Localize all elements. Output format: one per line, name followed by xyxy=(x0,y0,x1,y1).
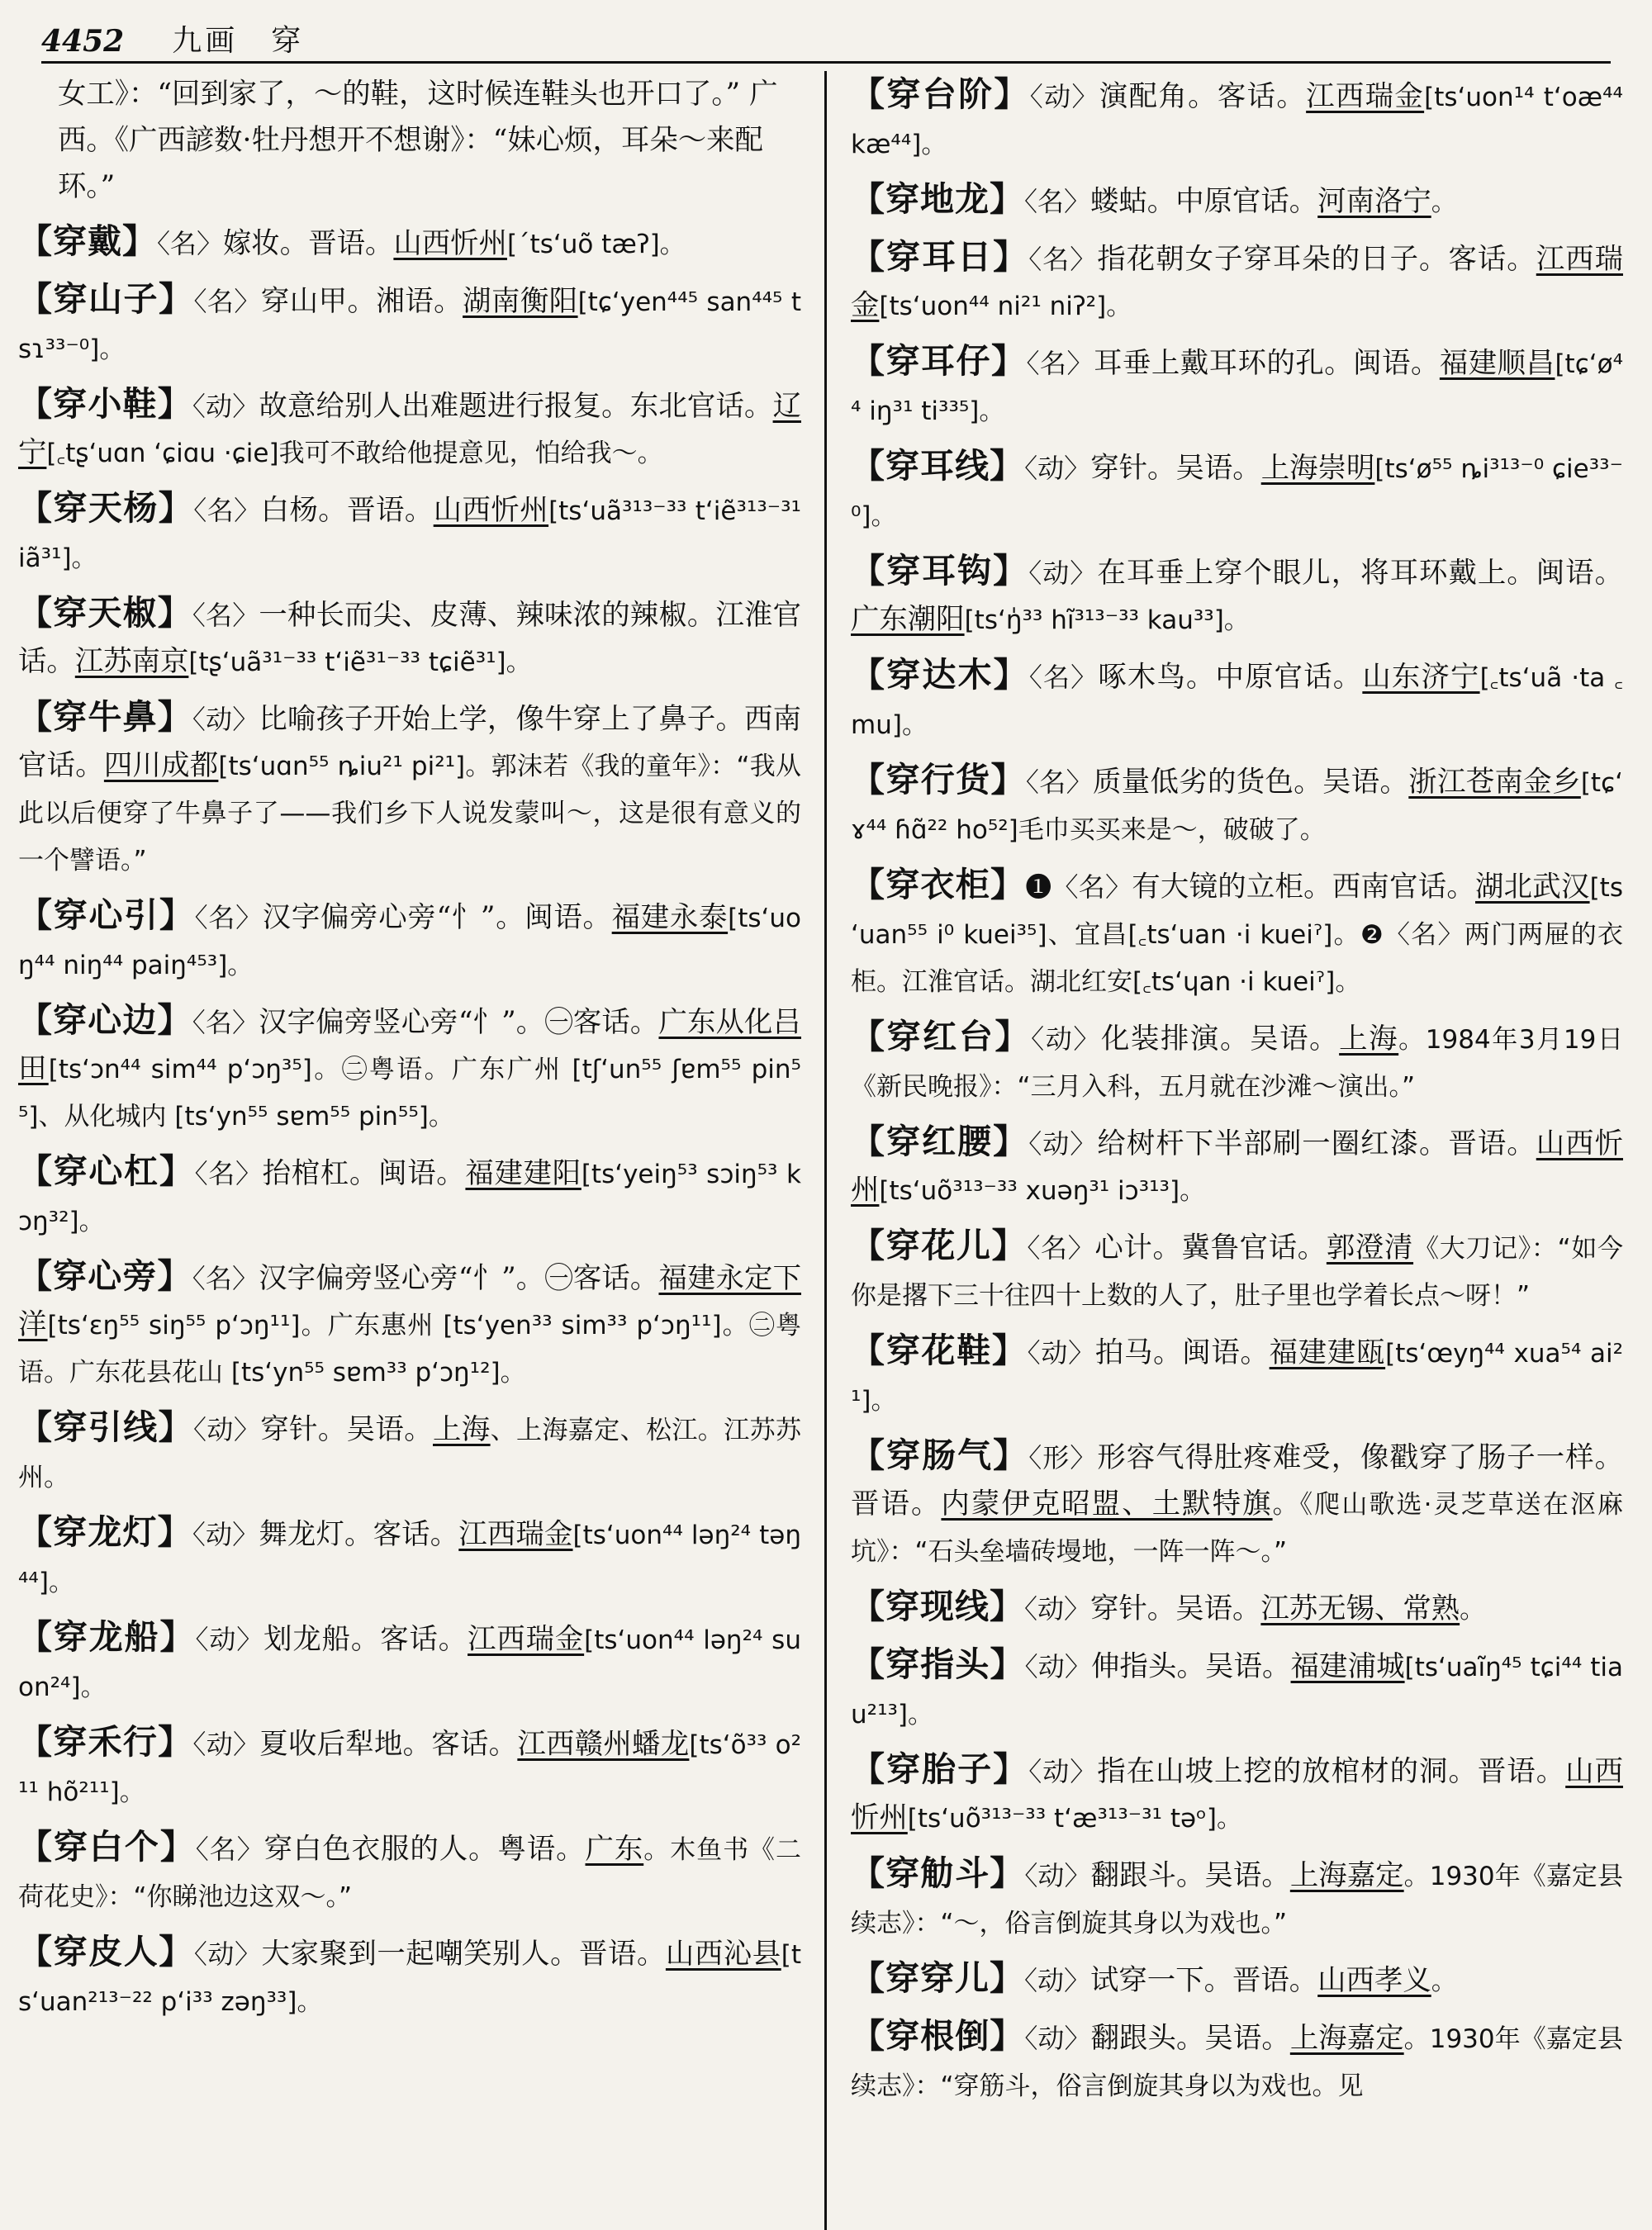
entry-headword: 【穿红台】 xyxy=(851,1017,1032,1056)
entry-location: 浙江苍南金乡 xyxy=(1408,766,1581,799)
dictionary-entry xyxy=(18,694,801,884)
entry-headword: 【穿台阶】 xyxy=(851,74,1030,114)
dictionary-entry xyxy=(18,1824,801,1920)
part-of-speech: 〈动〉 xyxy=(192,704,259,735)
entry-headword: 【穿衣柜】 xyxy=(851,865,1026,904)
entry-headword: 【穿行货】 xyxy=(851,760,1026,799)
entry-headword: 【穿指头】 xyxy=(851,1644,1025,1684)
entry-definition: 试穿一下。晋语。 xyxy=(1090,1964,1318,1997)
entry-pronunciation: [ˊtsʻuõ tæʔ]。 xyxy=(506,230,686,259)
entry-location: 内蒙伊克昭盟、土默特旗 xyxy=(941,1487,1273,1521)
entry-pronunciation: [tsʻuõ³¹³⁻³³ xuəŋ³¹ iɔ³¹³]。 xyxy=(879,1176,1206,1206)
entry-headword: 【穿皮人】 xyxy=(18,1932,194,1971)
entry-pronunciation: 。 xyxy=(1460,1595,1486,1625)
entry-location: 山西忻州 xyxy=(851,1127,1623,1207)
right-entry-list xyxy=(851,71,1623,2109)
dictionary-entry xyxy=(851,1955,1623,2005)
part-of-speech: 〈名〉 xyxy=(195,1834,264,1865)
part-of-speech: 〈名〉 xyxy=(1026,348,1094,379)
part-of-speech: 〈动〉 xyxy=(192,391,259,422)
entry-pronunciation: 《大刀记》：“如今你是撂下三十往四十上数的人了，肚子里也学着长点～呀！” xyxy=(851,1234,1623,1311)
part-of-speech: 〈动〉 xyxy=(192,1729,260,1760)
entry-pronunciation: [tsʻuõ³¹³⁻³³ tʻæ³¹³⁻³¹ təᵒ]。 xyxy=(907,1804,1242,1834)
dictionary-entry xyxy=(18,381,801,477)
entry-location: 四川成都 xyxy=(103,749,219,782)
entry-headword: 【穿耳线】 xyxy=(851,446,1025,486)
entry-headword: 【穿山子】 xyxy=(18,279,194,319)
entry-location: 上海嘉定 xyxy=(1289,2022,1404,2055)
dictionary-entry xyxy=(851,757,1623,853)
entry-definition: 穿针。吴语。 xyxy=(1090,452,1261,485)
entry-location: 江西赣州蟠龙 xyxy=(517,1728,690,1761)
dictionary-entry xyxy=(851,1327,1623,1424)
entry-definition: 故意给别人出难题进行报复。东北官话。 xyxy=(259,390,773,423)
entry-definition: 拍马。闽语。 xyxy=(1094,1336,1270,1369)
entry-pronunciation: [tɕʻyen⁴⁴⁵ san⁴⁴⁵ tsɿ³³⁻⁰]。 xyxy=(18,287,801,364)
part-of-speech: 〈名〉 xyxy=(1027,1232,1095,1264)
entry-location: 福建浦城 xyxy=(1290,1650,1405,1683)
part-of-speech: 〈名〉 xyxy=(192,1007,259,1038)
entry-definition: 伸指头。吴语。 xyxy=(1090,1650,1291,1683)
dictionary-entry xyxy=(18,892,801,989)
entry-location: 湖南衡阳 xyxy=(463,285,578,318)
entry-location: 福建永泰 xyxy=(611,901,729,934)
entry-headword: 【穿龙灯】 xyxy=(18,1512,192,1552)
entry-definition: 穿针。吴语。 xyxy=(260,1413,433,1446)
entry-pronunciation: [tɕʻø⁴⁴ iŋ³¹ ti³³⁵]。 xyxy=(851,349,1623,426)
part-of-speech: 〈名〉 xyxy=(1028,662,1099,693)
dictionary-entry xyxy=(851,338,1623,434)
entry-pronunciation: [tsʻɔn⁴⁴ sim⁴⁴ pʻɔŋ³⁵]。㊁粤语。广东广州 [tʃʻun⁵⁵ ʃɐm⁵⁵ pin⁵⁵]、从化城内 [tsʻyn⁵⁵ sɐm⁵⁵ pin⁵⁵]。 xyxy=(18,1055,801,1132)
entry-location: 山西忻州 xyxy=(433,494,549,527)
part-of-speech: 〈动〉 xyxy=(193,1414,261,1445)
entry-definition: 划龙船。客话。 xyxy=(263,1623,468,1656)
entry-pronunciation: [tsʻuan²¹³⁻²² pʻi³³ zəŋ³³]。 xyxy=(18,1940,801,2017)
entry-pronunciation: [tsʻɛŋ⁵⁵ siŋ⁵⁵ pʻɔŋ¹¹]。广东惠州 [tsʻyen³³ sim³³ pʻɔŋ¹¹]。㊁粤语。广东花县花山 [tsʻyn⁵⁵ sɐm³³ pʻɔŋ¹²]。 xyxy=(18,1311,801,1388)
entry-headword: 【穿穿儿】 xyxy=(851,1958,1024,1998)
entry-definition: 蝼蛄。中原官话。 xyxy=(1090,185,1318,218)
entry-pronunciation: [tsʻuoŋ⁴⁴ niŋ⁴⁴ paiŋ⁴⁵³]。 xyxy=(18,904,801,980)
entry-pronunciation: [tɕʻɤ⁴⁴ ɦɑ̃²² ho⁵²]毛巾买买来是～，破破了。 xyxy=(851,768,1623,845)
left-column xyxy=(18,71,801,2230)
entry-location: 江苏无锡、常熟 xyxy=(1260,1592,1460,1625)
entry-location: 辽宁 xyxy=(18,390,801,469)
entry-headword: 【穿天椒】 xyxy=(18,593,192,633)
entry-location: 江西瑞金 xyxy=(468,1623,585,1656)
part-of-speech: 〈名〉 xyxy=(193,286,261,317)
entry-headword: 【穿天杨】 xyxy=(18,488,194,528)
entry-location: 山西忻州 xyxy=(851,1755,1623,1834)
entry-definition: 耳垂上戴耳环的孔。闽语。 xyxy=(1094,347,1440,380)
entry-location: 江苏南京 xyxy=(74,645,189,678)
entry-definition: 心计。冀鲁官话。 xyxy=(1094,1231,1327,1264)
dictionary-entry xyxy=(851,443,1623,539)
entry-pronunciation: 、上海嘉定、松江。江苏苏州。 xyxy=(18,1416,801,1492)
entry-headword: 【穿心杠】 xyxy=(18,1151,195,1191)
entry-headword: 【穿白个】 xyxy=(18,1827,196,1867)
entry-location: 郭澄清 xyxy=(1326,1231,1414,1264)
part-of-speech: 〈动〉 xyxy=(1024,1965,1091,1996)
entry-location: 山东济宁 xyxy=(1362,661,1480,694)
entry-pronunciation: [꜀tʂʻuɑn ʻɕiɑu ·ɕie]我可不敢给他提意见，怕给我～。 xyxy=(46,439,663,468)
entry-pronunciation: [tsʻuan⁵⁵ i⁰ kuei³⁵]、宜昌[꜀tsʻuan ·i kueiˀ]。❷〈名〉两门两屉的衣柜。江淮官话。湖北红安[꜀tsʻɥan ·i kueiˀ]。 xyxy=(851,873,1623,997)
entry-definition: 穿针。吴语。 xyxy=(1090,1592,1261,1625)
dictionary-entry xyxy=(851,1222,1623,1319)
entry-pronunciation: [tsʻyeiŋ⁵³ sɔiŋ⁵³ kɔŋ³²]。 xyxy=(18,1160,801,1236)
entry-location: 山西忻州 xyxy=(393,227,507,260)
part-of-speech: 〈动〉 xyxy=(1024,2023,1091,2054)
part-of-speech: 〈名〉 xyxy=(194,902,263,933)
dictionary-entry xyxy=(851,1583,1623,1633)
part-of-speech: 〈动〉 xyxy=(195,1624,264,1655)
entry-definition: 一种长而尖、皮薄、辣味浓的辣椒。江淮官话。 xyxy=(18,599,801,678)
entry-headword: 【穿达木】 xyxy=(851,655,1029,695)
entry-location: 福建建瓯 xyxy=(1269,1336,1386,1369)
entry-location: 上海 xyxy=(433,1413,491,1446)
entry-pronunciation: [tsʻuon⁴⁴ ləŋ²⁴ təŋ⁴⁴]。 xyxy=(18,1521,801,1597)
entry-location: 江西瑞金 xyxy=(851,243,1623,322)
entry-headword: 【穿胎子】 xyxy=(851,1749,1029,1789)
page-number: 4452 xyxy=(41,24,125,59)
part-of-speech: 〈动〉 xyxy=(1024,1651,1091,1682)
part-of-speech: 〈名〉 xyxy=(192,1263,259,1294)
dictionary-entry xyxy=(851,1641,1623,1738)
entry-definition: 汉字偏旁竖心旁“忄”。㊀客话。 xyxy=(259,1262,659,1295)
entry-pronunciation: 。《爬山歌选·灵芝草送在沤麻坑》：“石头垒墙砖墁地，一阵一阵～。” xyxy=(851,1490,1623,1567)
entry-pronunciation: [tsʻuon⁴⁴ ni²¹ niʔ²]。 xyxy=(879,292,1132,321)
entry-headword: 【穿根倒】 xyxy=(851,2016,1025,2056)
dictionary-entry xyxy=(851,234,1623,330)
part-of-speech: 〈形〉 xyxy=(1028,1442,1098,1473)
entry-definition: 指在山坡上挖的放棺材的洞。晋语。 xyxy=(1097,1755,1566,1788)
entry-definition: 形容气得肚疼难受，像戳穿了肠子一样。晋语。 xyxy=(851,1441,1623,1521)
entry-pronunciation: [tsʻuã³¹³⁻³³ tʻiẽ³¹³⁻³¹ iã³¹]。 xyxy=(18,496,801,573)
entry-definition: 夏收后犁地。客话。 xyxy=(259,1728,518,1761)
entry-headword: 【穿牛鼻】 xyxy=(18,697,192,737)
dictionary-entry xyxy=(851,1432,1623,1575)
part-of-speech: ❶〈名〉 xyxy=(1025,871,1132,903)
entry-definition: 翻跟斗。吴语。 xyxy=(1090,1859,1290,1892)
entry-definition: 抬棺杠。闽语。 xyxy=(262,1157,466,1190)
entry-definition: 大家聚到一起嘲笑别人。晋语。 xyxy=(261,1938,666,1971)
entry-headword: 【穿禾行】 xyxy=(18,1722,193,1762)
entry-definition: 啄木鸟。中原官话。 xyxy=(1098,661,1363,694)
entry-headword: 【穿花儿】 xyxy=(851,1226,1028,1265)
part-of-speech: 〈动〉 xyxy=(1031,1023,1101,1055)
entry-definition: 舞龙灯。客话。 xyxy=(259,1518,459,1551)
dictionary-entry xyxy=(18,218,801,268)
dictionary-entry xyxy=(851,861,1623,1005)
dictionary-entry xyxy=(18,1148,801,1245)
entry-headword: 【穿心旁】 xyxy=(18,1256,192,1296)
entry-definition: 白杨。晋语。 xyxy=(260,494,434,527)
entry-headword: 【穿肠气】 xyxy=(851,1435,1029,1475)
continued-entry-text: 女工》：“回到家了，～的鞋，这时候连鞋头也开口了。” 广西。《广西諺数·牡丹想开不想谢》：“妹心烦，耳朵～来配环。” xyxy=(58,78,778,203)
entry-definition: 有大镜的立柜。西南官话。 xyxy=(1132,871,1475,904)
entry-headword: 【穿龙船】 xyxy=(18,1617,196,1657)
entry-pronunciation: 。1984年3月19日《新民晚报》：“三月入科，五月就在沙滩～演出。” xyxy=(851,1025,1623,1102)
entry-location: 湖北武汉 xyxy=(1475,871,1590,904)
entry-definition: 演配角。客话。 xyxy=(1099,80,1307,113)
entry-definition: 比喻孩子开始上学，像牛穿上了鼻子。西南官话。 xyxy=(18,703,801,782)
dictionary-entry xyxy=(851,1013,1623,1110)
part-of-speech: 〈动〉 xyxy=(1024,1593,1091,1625)
dictionary-entry xyxy=(18,276,801,372)
entry-location: 福建永定下洋 xyxy=(18,1262,801,1341)
part-of-speech: 〈动〉 xyxy=(1028,558,1098,589)
dictionary-entry xyxy=(851,548,1623,643)
entry-definition: 穿山甲。湘语。 xyxy=(260,285,463,318)
dictionary-entry xyxy=(18,590,801,686)
entry-pronunciation: 。1930年《嘉定县续志》：“穿筋斗，俗言倒旋其身以为戏也。见 xyxy=(851,2024,1623,2101)
entry-headword: 【穿现线】 xyxy=(851,1587,1024,1626)
dictionary-entry xyxy=(18,1719,801,1815)
part-of-speech: 〈动〉 xyxy=(1028,1756,1098,1787)
entry-definition: 汉字偏旁心旁“忄”。闽语。 xyxy=(262,901,612,934)
entry-location: 山西沁县 xyxy=(665,1938,781,1971)
entry-headword: 【穿心引】 xyxy=(18,895,195,935)
dictionary-entry xyxy=(18,997,801,1140)
entry-location: 江西瑞金 xyxy=(458,1518,573,1551)
entry-pronunciation: [tsʻuon⁴⁴ ləŋ²⁴ suon²⁴]。 xyxy=(18,1625,801,1702)
entry-pronunciation: [꜀tsʻuã ·ta ꜀mu]。 xyxy=(851,663,1623,740)
entry-location: 江西瑞金 xyxy=(1306,80,1425,113)
entry-headword: 【穿耳日】 xyxy=(851,237,1029,277)
entry-location: 上海崇明 xyxy=(1260,452,1375,485)
entry-headword: 【穿红腰】 xyxy=(851,1122,1029,1161)
entry-location: 广东从化吕田 xyxy=(18,1006,801,1085)
entry-location: 广东潮阳 xyxy=(851,603,965,636)
entry-pronunciation: [tsʻuaĩŋ⁴⁵ tɕi⁴⁴ tiau²¹³]。 xyxy=(851,1653,1623,1729)
entry-definition: 指花朝女子穿耳朵的日子。客话。 xyxy=(1097,243,1536,276)
entry-pronunciation: 。 xyxy=(1431,187,1457,217)
entry-definition: 嫁妆。晋语。 xyxy=(223,227,394,260)
dictionary-entry xyxy=(851,2013,1623,2109)
dictionary-entry xyxy=(851,1746,1623,1842)
part-of-speech: 〈名〉 xyxy=(193,495,261,526)
entry-pronunciation: [tsʻø⁵⁵ ȵi³¹³⁻⁰ ɕie³³⁻⁰]。 xyxy=(851,454,1623,531)
entry-pronunciation: [tsʻœyŋ⁴⁴ xua⁵⁴ ai²¹]。 xyxy=(851,1339,1623,1416)
part-of-speech: 〈名〉 xyxy=(192,600,259,631)
entry-headword: 【穿地龙】 xyxy=(851,179,1024,219)
entry-pronunciation: 。1930年《嘉定县续志》：“～，俗言倒旋其身以为戏也。” xyxy=(851,1862,1623,1938)
dictionary-entry xyxy=(851,652,1623,748)
entry-definition: 质量低劣的货色。吴语。 xyxy=(1092,766,1409,799)
left-entry-list xyxy=(18,218,801,2025)
dictionary-entry xyxy=(851,1850,1623,1947)
dictionary-entry xyxy=(851,176,1623,225)
part-of-speech: 〈动〉 xyxy=(192,1519,259,1550)
part-of-speech: 〈名〉 xyxy=(157,228,224,259)
part-of-speech: 〈动〉 xyxy=(1024,453,1091,484)
dictionary-entry xyxy=(18,1404,801,1501)
entry-headword: 【穿花鞋】 xyxy=(851,1331,1028,1370)
entry-pronunciation: [tsʻŋ̍³³ hĩ³¹³⁻³³ kau³³]。 xyxy=(964,605,1250,635)
entry-location: 山西孝义 xyxy=(1317,1964,1431,1997)
entry-headword: 【穿小鞋】 xyxy=(18,384,192,424)
entry-headword: 【穿戴】 xyxy=(18,221,157,261)
entry-pronunciation: 。木鱼书《二荷花史》：“你睇池边这双～。” xyxy=(18,1835,801,1912)
entry-headword: 【穿心边】 xyxy=(18,1000,192,1040)
entry-location: 广东 xyxy=(585,1833,644,1866)
entry-pronunciation: [tsʻuon¹⁴ tʻoæ⁴⁴ kæ⁴⁴]。 xyxy=(851,83,1623,159)
dictionary-entry xyxy=(18,1929,801,2025)
part-of-speech: 〈名〉 xyxy=(1024,186,1091,217)
entry-pronunciation: 。 xyxy=(1431,1967,1457,1996)
entry-location: 上海 xyxy=(1339,1022,1399,1056)
part-of-speech: 〈动〉 xyxy=(1027,1337,1095,1369)
column-divider xyxy=(824,71,827,2230)
dictionary-entry xyxy=(18,485,801,581)
entry-definition: 化装排演。吴语。 xyxy=(1101,1022,1340,1056)
entry-headword: 【穿耳仔】 xyxy=(851,341,1027,381)
entry-location: 河南洛宁 xyxy=(1317,185,1431,218)
part-of-speech: 〈名〉 xyxy=(1028,244,1098,275)
entry-headword: 【穿觔斗】 xyxy=(851,1853,1025,1893)
dictionary-entry xyxy=(18,1509,801,1606)
entry-headword: 【穿引线】 xyxy=(18,1407,194,1447)
entry-location: 福建顺昌 xyxy=(1439,347,1555,380)
part-of-speech: 〈动〉 xyxy=(193,1938,262,1970)
part-of-speech: 〈名〉 xyxy=(1025,766,1093,798)
dictionary-entry xyxy=(18,1614,801,1710)
part-of-speech: 〈名〉 xyxy=(194,1158,263,1189)
part-of-speech: 〈动〉 xyxy=(1028,1128,1098,1160)
part-of-speech: 〈动〉 xyxy=(1029,81,1099,112)
entry-definition: 翻跟头。吴语。 xyxy=(1090,2022,1290,2055)
entry-definition: 给树杆下半部刷一圈红漆。晋语。 xyxy=(1097,1127,1536,1160)
entry-location: 上海嘉定 xyxy=(1289,1859,1404,1892)
entry-definition: 在耳垂上穿个眼儿，将耳环戴上。闽语。 xyxy=(1097,557,1623,590)
dictionary-entry xyxy=(851,1118,1623,1214)
entry-definition: 穿白色衣服的人。粤语。 xyxy=(263,1833,586,1866)
entry-pronunciation: [tsʻuɑn⁵⁵ ȵiu²¹ pi²¹]。郭沫若《我的童年》：“我从此以后便穿了牛鼻子了——我们乡下人说发蒙叫～，这是很有意义的一个譬语。” xyxy=(18,752,801,875)
right-column xyxy=(851,71,1623,2230)
dictionary-entry xyxy=(18,1253,801,1396)
section-heading: 九画 穿 xyxy=(172,24,305,58)
part-of-speech: 〈动〉 xyxy=(1024,1860,1091,1891)
dictionary-entry xyxy=(851,71,1623,168)
entry-headword: 【穿耳钩】 xyxy=(851,551,1029,591)
entry-pronunciation: [tsʻõ³³ o²¹¹ hõ²¹¹]。 xyxy=(18,1730,801,1807)
entry-location: 福建建阳 xyxy=(465,1157,582,1190)
entry-definition: 汉字偏旁竖心旁“忄”。㊀客话。 xyxy=(259,1006,659,1039)
entry-pronunciation: [tʂʻuã³¹⁻³³ tʻiẽ³¹⁻³³ tɕiẽ³¹]。 xyxy=(188,648,532,677)
page-header xyxy=(41,18,1611,64)
